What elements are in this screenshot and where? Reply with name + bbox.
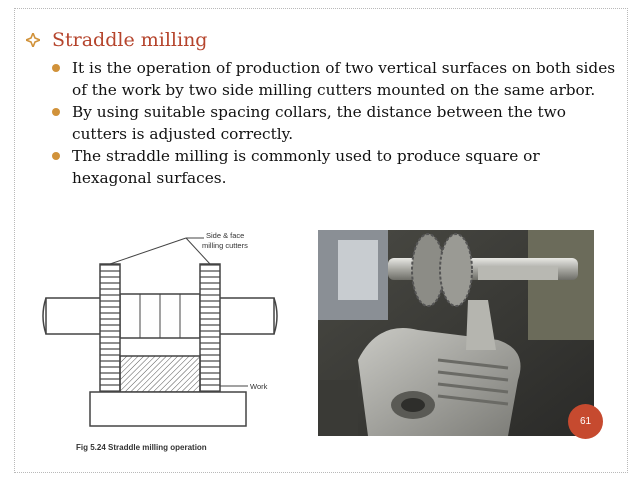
dot-icon [52,108,60,116]
quad-diamond-icon [26,33,40,47]
figure-caption: Fig 5.24 Straddle milling operation [76,443,207,452]
bullet-text: It is the operation of production of two vertical surfaces on both sides of the work by two side milling cutters mounted on the same arbor. [72,59,616,99]
left-cutter [100,264,120,392]
bullet-list [50,57,618,189]
heading-row [26,27,207,53]
bullet-text: By using suitable spacing collars, the distance between the two cutters is adjusted correctly. [72,103,566,143]
straddle-milling-diagram [36,226,296,458]
bullet-item [50,57,618,101]
dot-icon [52,152,60,160]
milling-photo [318,230,594,436]
label-cutters-1: Side & face [206,231,245,240]
bullet-item [50,101,618,145]
frame-bottom-border [14,472,628,473]
workpiece [120,356,200,392]
dot-icon [52,64,60,72]
frame-right-border [627,8,628,473]
frame-left-border [14,8,15,473]
label-cutters-2: milling cutters [202,241,248,250]
work-base [90,392,246,426]
page-number-badge: 61 [568,404,603,439]
slide-heading: Straddle milling [52,29,208,51]
right-cutter [200,264,220,392]
bullet-text: The straddle milling is commonly used to produce square or hexagonal surfaces. [72,147,540,187]
frame-top-border [14,8,628,9]
bullet-item [50,145,618,189]
label-work: Work [250,382,268,391]
